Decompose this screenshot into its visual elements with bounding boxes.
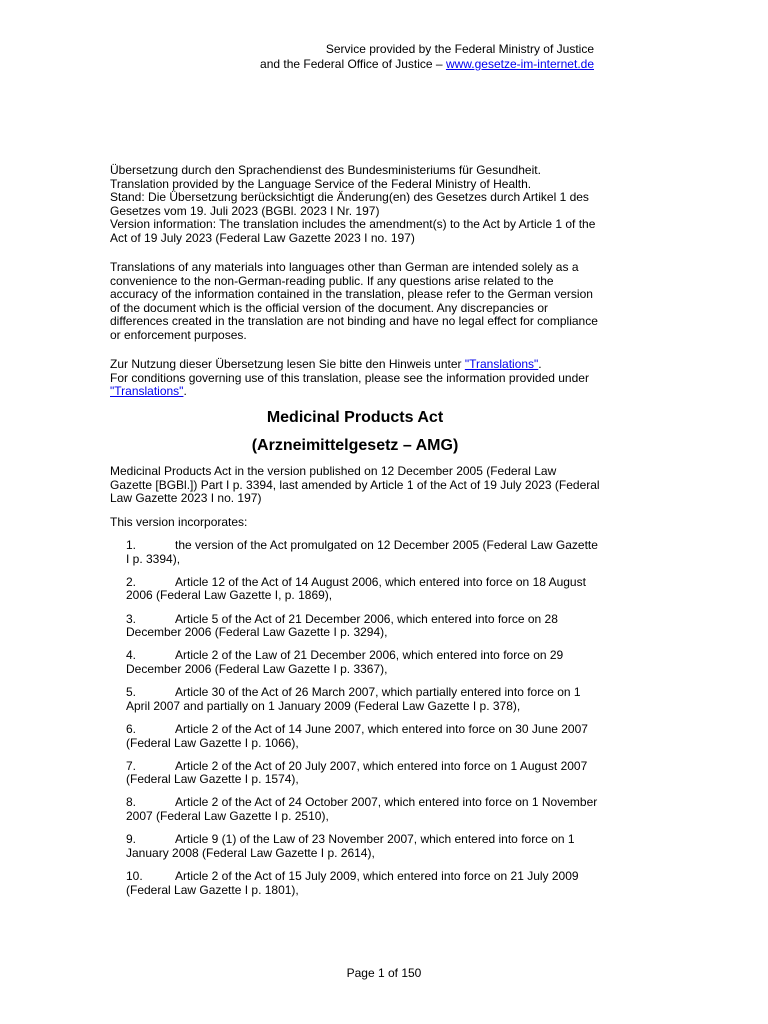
item-text: Article 2 of the Act of 15 July 2009, which entered into force on 21 July 2009 (Federal Law Gazette I p. 1801), [126, 869, 579, 897]
page-header [260, 42, 594, 72]
item-number: 9. [126, 832, 137, 847]
translations-link-de[interactable]: "Translations" [464, 357, 539, 371]
list-item [126, 833, 600, 860]
header-line-2 [260, 57, 594, 72]
item-text: Article 2 of the Act of 14 June 2007, which entered into force on 30 June 2007 (Federal Law Gazette I p. 1066), [126, 721, 588, 750]
intro-line: Gesetzes vom 19. Juli 2023 (BGBl. 2023 I Nr. 197) [110, 203, 380, 218]
header-line-2-prefix: and the Federal Office of Justice – [260, 57, 446, 71]
item-text: Article 9 (1) of the Law of 23 November 2007, which entered into force on 1 January 2008 (Federal Law Gazette I p. 2614), [126, 832, 575, 860]
header-line-1: Service provided by the Federal Ministry of Justice [325, 42, 594, 56]
version-paragraph: Medicinal Products Act in the version published on 12 December 2005 (Federal Law Gazette [BGBl.]) Part I p. 3394, last amended by Article 1 of the Act of 19 July 2023 (Federal Law Gazette 2023 I no. 197) [110, 464, 600, 506]
item-number: 4. [126, 648, 137, 663]
intro-block [110, 164, 600, 246]
item-number: 3. [126, 611, 137, 626]
document-title: Medicinal Products Act [266, 409, 444, 426]
intro-line: Translation provided by the Language Service of the Federal Ministry of Health. [110, 176, 532, 191]
item-number: 7. [126, 758, 137, 773]
list-item [126, 613, 600, 640]
list-item [126, 539, 600, 566]
item-text: Article 12 of the Act of 14 August 2006, which entered into force on 18 August 2006 (Federal Law Gazette I, p. 1869), [126, 574, 586, 603]
list-item [126, 576, 600, 603]
usage-german [110, 358, 600, 372]
usage-english-suffix: . [183, 384, 187, 399]
translations-link-en[interactable]: "Translations" [110, 384, 184, 399]
item-text: the version of the Act promulgated on 12 December 2005 (Federal Law Gazette I p. 3394), [126, 538, 598, 566]
intro-line: Act of 19 July 2023 (Federal Law Gazette 2023 I no. 197) [110, 230, 415, 245]
item-number: 8. [126, 795, 137, 810]
item-text: Article 2 of the Act of 20 July 2007, which entered into force on 1 August 2007 (Federal Law Gazette I p. 1574), [126, 758, 588, 787]
intro-line: Übersetzung durch den Sprachendienst des Bundesministeriums für Gesundheit. [110, 163, 541, 177]
list-item [126, 760, 600, 787]
list-item [126, 796, 600, 823]
usage-english [110, 372, 600, 399]
item-text: Article 2 of the Law of 21 December 2006, which entered into force on 29 December 2006 (Federal Law Gazette I p. 3367), [126, 648, 564, 676]
item-number: 10. [126, 869, 143, 884]
disclaimer-paragraph: Translations of any materials into languages other than German are intended solely as a convenience to the non-German-reading public. If any questions arise related to the accuracy of the information contained in the translation, please refer to the German version of the document which is the official version of the document. Any discrepancies or differences created in the translation are not binding and have no legal effect for compliance or enforcement purposes. [110, 260, 598, 342]
usage-german-text: Zur Nutzung dieser Übersetzung lesen Sie bitte den Hinweis unter [110, 357, 465, 371]
intro-line: Stand: Die Übersetzung berücksichtigt die Änderung(en) des Gesetzes durch Artikel 1 des [110, 190, 589, 205]
item-text: Article 5 of the Act of 21 December 2006, which entered into force on 28 December 2006 (Federal Law Gazette I p. 3294), [126, 611, 558, 640]
list-item [126, 723, 600, 750]
item-number: 2. [126, 574, 137, 589]
incorporates-label: This version incorporates: [110, 515, 248, 529]
list-item [126, 649, 600, 676]
usage-english-text: For conditions governing use of this translation, please see the information provided under [110, 370, 589, 385]
item-text: Article 30 of the Act of 26 March 2007, which partially entered into force on 1 April 2007 and partially on 1 January 2009 (Federal Law Gazette I p. 378), [126, 685, 581, 713]
header-website-link[interactable]: www.gesetze-im-internet.de [445, 57, 594, 71]
intro-line: Version information: The translation includes the amendment(s) to the Act by Article 1 of the [110, 217, 596, 232]
page-number: Page 1 of 150 [346, 966, 422, 980]
usage-german-suffix: . [538, 357, 542, 371]
list-item [126, 686, 600, 713]
item-number: 5. [126, 685, 137, 700]
amendments-list [126, 539, 600, 907]
item-number: 1. [126, 538, 137, 552]
item-number: 6. [126, 721, 137, 736]
list-item [126, 870, 600, 897]
usage-block [110, 358, 600, 399]
document-subtitle: (Arzneimittelgesetz – AMG) [251, 437, 459, 454]
item-text: Article 2 of the Act of 24 October 2007, which entered into force on 1 November 2007 (Federal Law Gazette I p. 2510), [126, 795, 598, 824]
